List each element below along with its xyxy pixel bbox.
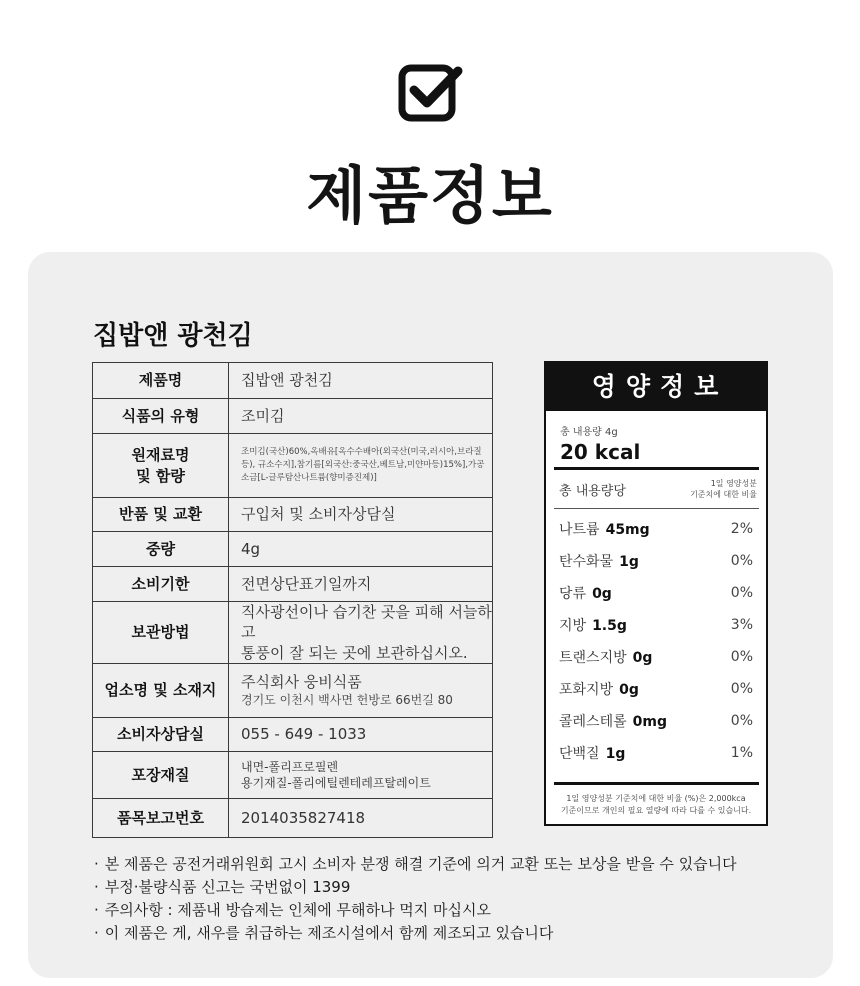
nutrient-name: 나트륨 — [559, 522, 600, 538]
notice-item: · 본 제품은 공전거래위원회 고시 소비자 분쟁 해결 기준에 의거 교환 또는 보상을 받을 수 있습니다 — [94, 853, 737, 876]
nutrient-row — [546, 577, 766, 609]
table-row — [93, 434, 493, 498]
nutrient-amount: 1.5g — [592, 618, 627, 634]
footnote-line: 1일 영양성분 기준치에 대한 비율 (%)은 2,000kca — [566, 794, 746, 803]
nutrient-amount: 1g — [619, 554, 639, 570]
table-row — [93, 602, 493, 664]
nutrient-row — [546, 705, 766, 737]
row-value-cell — [229, 663, 493, 717]
daily-note-line: 1일 영양성분 — [710, 478, 757, 488]
row-value: 4g — [229, 532, 493, 567]
table-row — [93, 532, 493, 567]
company-name: 주식회사 웅비식품 — [241, 673, 362, 692]
per-label: 총 내용량당 — [559, 483, 626, 499]
table-row — [93, 567, 493, 602]
nutrient-amount: 45mg — [605, 522, 650, 538]
per-serving-header — [546, 470, 766, 508]
calories-value: 20 kcal — [560, 440, 641, 464]
nutrient-percent: 0% — [730, 585, 753, 601]
nutrient-amount: 0g — [632, 650, 653, 666]
nutrient-row — [546, 545, 766, 577]
nutrient-percent: 3% — [730, 617, 753, 633]
table-row — [93, 498, 493, 532]
notice-item: · 주의사항 : 제품내 방습제는 인체에 무해하나 먹지 마십시오 — [94, 899, 737, 922]
serving-info — [546, 411, 766, 467]
nutrient-percent: 0% — [730, 681, 753, 697]
nutrition-title: 영양정보 — [546, 363, 766, 411]
row-label: 식품의 유형 — [93, 399, 229, 434]
nutrient-row — [546, 513, 766, 545]
check-square-icon — [398, 64, 464, 122]
nutrient-percent: 0% — [730, 713, 753, 729]
row-value: 집밥앤 광천김 — [229, 363, 493, 399]
product-info-table — [92, 362, 493, 838]
nutrient-name: 포화지방 — [559, 682, 614, 698]
nutrient-percent: 1% — [730, 745, 753, 761]
row-label: 반품 및 교환 — [93, 498, 229, 532]
nutrient-percent: 0% — [730, 553, 753, 569]
table-row — [93, 798, 493, 837]
row-value: 055 - 649 - 1033 — [229, 717, 493, 751]
daily-note-line: 기준치에 대한 비율 — [690, 490, 757, 499]
row-label: 업소명 및 소재지 — [93, 663, 229, 717]
serving-label: 총 내용량 4g — [560, 427, 618, 438]
nutrition-footnote — [546, 785, 766, 817]
row-value: 조미김 — [229, 399, 493, 434]
row-value: 2014035827418 — [229, 798, 493, 837]
nutrient-percent: 0% — [730, 649, 753, 665]
notice-list — [94, 853, 737, 945]
row-value: 전면상단표기일까지 — [229, 567, 493, 602]
nutrient-name: 탄수화물 — [559, 554, 614, 570]
nutrient-percent: 2% — [730, 521, 753, 537]
row-label: 보관방법 — [93, 602, 229, 664]
table-row — [93, 363, 493, 399]
nutrient-name: 단백질 — [559, 746, 600, 762]
footnote-line: 기준이므로 개인의 필요 열량에 따라 다를 수 있습니다. — [560, 806, 752, 815]
table-row — [93, 717, 493, 751]
nutrient-list — [546, 509, 766, 769]
company-address: 경기도 이천시 백사면 헌방로 66번길 80 — [241, 693, 453, 708]
nutrient-row — [546, 737, 766, 769]
row-value: 구입처 및 소비자상담실 — [229, 498, 493, 532]
nutrient-amount: 0mg — [632, 714, 667, 730]
nutrition-facts-label — [544, 361, 768, 826]
row-label: 포장재질 — [93, 751, 229, 798]
row-label: 품목보고번호 — [93, 798, 229, 837]
row-value: 직사광선이나 습기찬 곳을 피해 서늘하고 통풍이 잘 되는 곳에 보관하십시오. — [229, 602, 493, 664]
nutrient-row — [546, 673, 766, 705]
row-value: 조미김(국산)60%,옥배유[옥수수배아(외국산(미국,러시아,브라질 등), 규소수지],참기름[외국산:중국산,베트남,미얀마등)15%],가공소금[L-글루탐산나트륨(향미증진제)] — [229, 434, 493, 498]
row-label: 소비기한 — [93, 567, 229, 602]
nutrient-amount: 1g — [605, 746, 626, 762]
product-name-heading: 집밥앤 광천김 — [93, 321, 253, 351]
nutrient-name: 당류 — [559, 586, 587, 602]
table-row — [93, 751, 493, 798]
nutrient-row — [546, 609, 766, 641]
nutrient-row — [546, 641, 766, 673]
notice-item: · 이 제품은 게, 새우를 취급하는 제조시설에서 함께 제조되고 있습니다 — [94, 922, 737, 945]
row-label: 소비자상담실 — [93, 717, 229, 751]
table-row — [93, 663, 493, 717]
table-row — [93, 399, 493, 434]
nutrient-amount: 0g — [619, 682, 639, 698]
nutrient-amount: 0g — [592, 586, 612, 602]
nutrient-name: 트랜스지방 — [559, 650, 627, 666]
nutrient-name: 콜레스테롤 — [559, 714, 627, 730]
daily-value-note — [690, 478, 757, 500]
notice-item: · 부정·불량식품 신고는 국번없이 1399 — [94, 876, 737, 899]
row-label: 원재료명 및 함량 — [93, 434, 229, 498]
nutrient-name: 지방 — [559, 618, 587, 634]
row-value: 내면-폴리프로필렌 용기재질-폴리에틸렌테레프탈레이트 — [229, 751, 493, 798]
page-title: 제품정보 — [306, 159, 554, 232]
row-label: 제품명 — [93, 363, 229, 399]
row-label: 중량 — [93, 532, 229, 567]
